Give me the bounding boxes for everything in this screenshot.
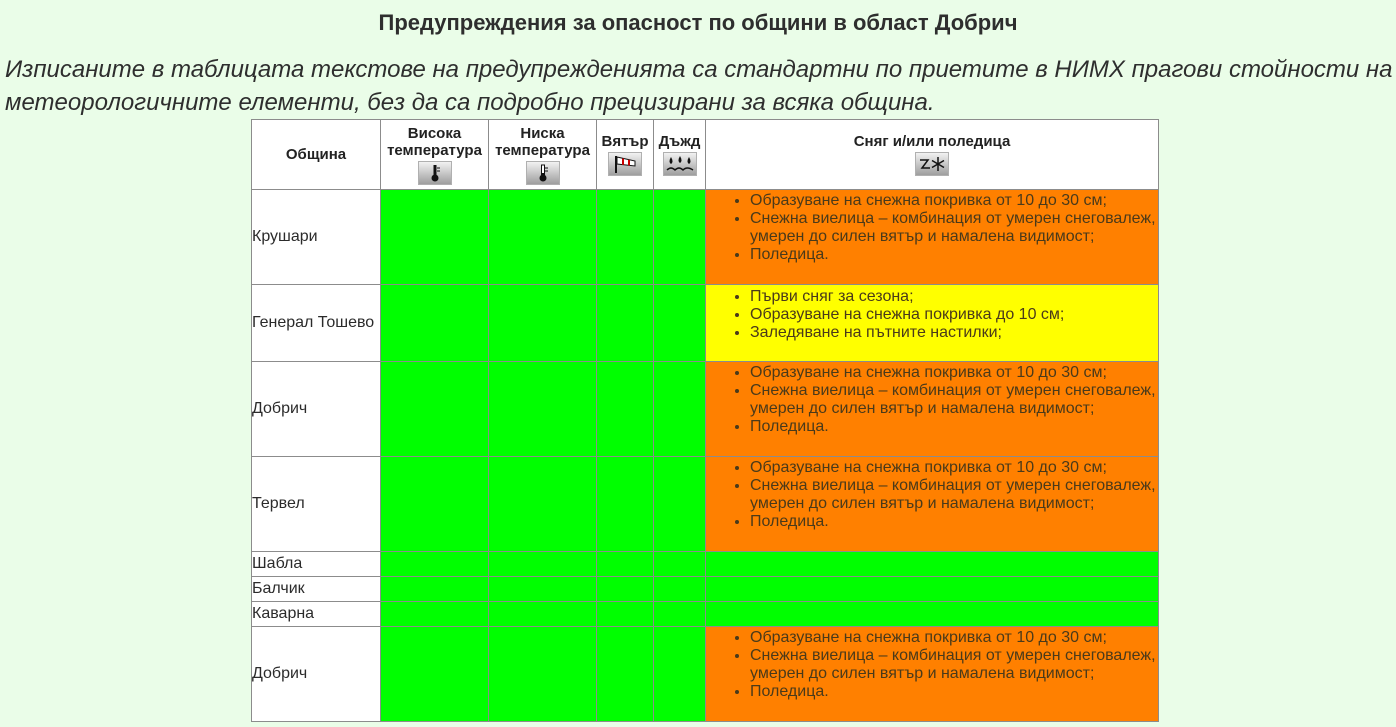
low-temp-warning-cell: [489, 602, 597, 627]
municipality-name: Шабла: [252, 552, 381, 577]
list-item: • Първи сняг за сезона;: [750, 288, 1158, 306]
table-row: [252, 552, 1159, 577]
rain-warning-cell: [654, 362, 706, 457]
low-temp-warning-cell: [489, 577, 597, 602]
warnings-table: [251, 119, 1159, 722]
table-row: [252, 627, 1159, 722]
list-item: • Образуване на снежна покривка от 10 до 30 см;: [750, 629, 1158, 647]
warning-list: [706, 362, 1158, 436]
list-item: • Снежна виелица – комбинация от умерен снеговалеж, умерен до силен вятър и намалена видимост;: [750, 477, 1158, 513]
list-item: • Образуване на снежна покривка от 10 до 30 см;: [750, 192, 1158, 210]
intro-text: Изписаните в таблицата текстове на предупрежденията са стандартни по приетите в НИМХ прагови стойности на метеорологичните елементи, без да са подробно прецизирани за всяка община.: [5, 56, 1393, 116]
rain-warning-cell: [654, 627, 706, 722]
low-temp-warning-cell: [489, 190, 597, 285]
wind-warning-cell: [597, 577, 654, 602]
rain-warning-cell: [654, 602, 706, 627]
snow-ice-warning-cell: [706, 627, 1159, 722]
warning-list: [706, 285, 1158, 342]
header-snow-ice: [706, 120, 1159, 190]
table-row: [252, 602, 1159, 627]
list-item: • Образуване на снежна покривка до 10 см;: [750, 306, 1158, 324]
table-row: [252, 457, 1159, 552]
list-item: • Снежна виелица – комбинация от умерен снеговалеж, умерен до силен вятър и намалена видимост;: [750, 210, 1158, 246]
table-row: [252, 577, 1159, 602]
high-temp-warning-cell: [381, 362, 489, 457]
list-item: • Заледяване на пътните настилки;: [750, 324, 1158, 342]
warning-list: [706, 627, 1158, 701]
low-temp-warning-cell: [489, 362, 597, 457]
wind-warning-cell: [597, 190, 654, 285]
header-low-temp-label: Ниска температура: [495, 124, 590, 159]
table-row: [252, 190, 1159, 285]
snow-ice-warning-cell: [706, 190, 1159, 285]
wind-warning-cell: [597, 285, 654, 362]
municipality-name: Каварна: [252, 602, 381, 627]
wind-warning-cell: [597, 602, 654, 627]
header-snow-ice-label: Сняг и/или поледица: [853, 133, 1011, 150]
municipality-name: Добрич: [252, 362, 381, 457]
high-temp-warning-cell: [381, 457, 489, 552]
warning-list: [706, 190, 1158, 264]
snow-ice-warning-cell: [706, 577, 1159, 602]
snow-ice-warning-cell: [706, 362, 1159, 457]
low-temp-warning-cell: [489, 627, 597, 722]
list-item: • Поледица.: [750, 418, 1158, 436]
high-temp-warning-cell: [381, 285, 489, 362]
list-item: • Снежна виелица – комбинация от умерен снеговалеж, умерен до силен вятър и намалена видимост;: [750, 647, 1158, 683]
high-temp-warning-cell: [381, 627, 489, 722]
table-row: [252, 285, 1159, 362]
page-title: Предупреждения за опасност по общини в област Добрич: [378, 10, 1018, 35]
snow-ice-warning-cell: [706, 602, 1159, 627]
list-item: • Поледица.: [750, 683, 1158, 701]
municipality-name: Крушари: [252, 190, 381, 285]
low-temp-warning-cell: [489, 457, 597, 552]
header-municipality: [252, 120, 381, 190]
thermometer-low-icon: [526, 161, 560, 185]
rain-drops-icon: [663, 152, 697, 176]
high-temp-warning-cell: [381, 552, 489, 577]
high-temp-warning-cell: [381, 602, 489, 627]
list-item: • Образуване на снежна покривка от 10 до 30 см;: [750, 459, 1158, 477]
snow-ice-warning-cell: [706, 552, 1159, 577]
wind-warning-cell: [597, 457, 654, 552]
high-temp-warning-cell: [381, 190, 489, 285]
high-temp-warning-cell: [381, 577, 489, 602]
low-temp-warning-cell: [489, 552, 597, 577]
rain-warning-cell: [654, 190, 706, 285]
rain-warning-cell: [654, 552, 706, 577]
thermometer-high-icon: [418, 161, 452, 185]
snowflake-icon: [915, 152, 949, 176]
municipality-name: Добрич: [252, 627, 381, 722]
header-high-temp-label: Висока температура: [387, 124, 482, 159]
wind-warning-cell: [597, 552, 654, 577]
low-temp-warning-cell: [489, 285, 597, 362]
header-municipality-label: Община: [285, 146, 347, 163]
windsock-icon: [608, 152, 642, 176]
list-item: • Поледица.: [750, 246, 1158, 264]
municipality-name: Генерал Тошево: [252, 285, 381, 362]
wind-warning-cell: [597, 627, 654, 722]
list-item: • Снежна виелица – комбинация от умерен снеговалеж, умерен до силен вятър и намалена видимост;: [750, 382, 1158, 418]
snow-ice-warning-cell: [706, 457, 1159, 552]
header-wind-label: Вятър: [601, 133, 649, 150]
table-header-row: [252, 120, 1159, 190]
list-item: • Поледица.: [750, 513, 1158, 531]
header-rain-label: Дъжд: [658, 133, 701, 150]
municipality-name: Тервел: [252, 457, 381, 552]
header-rain: [654, 120, 706, 190]
rain-warning-cell: [654, 285, 706, 362]
municipality-name: Балчик: [252, 577, 381, 602]
table-row: [252, 362, 1159, 457]
rain-warning-cell: [654, 457, 706, 552]
list-item: • Образуване на снежна покривка от 10 до 30 см;: [750, 364, 1158, 382]
header-high-temp: [381, 120, 489, 190]
snow-ice-warning-cell: [706, 285, 1159, 362]
wind-warning-cell: [597, 362, 654, 457]
rain-warning-cell: [654, 577, 706, 602]
warning-list: [706, 457, 1158, 531]
header-low-temp: [489, 120, 597, 190]
header-wind: [597, 120, 654, 190]
